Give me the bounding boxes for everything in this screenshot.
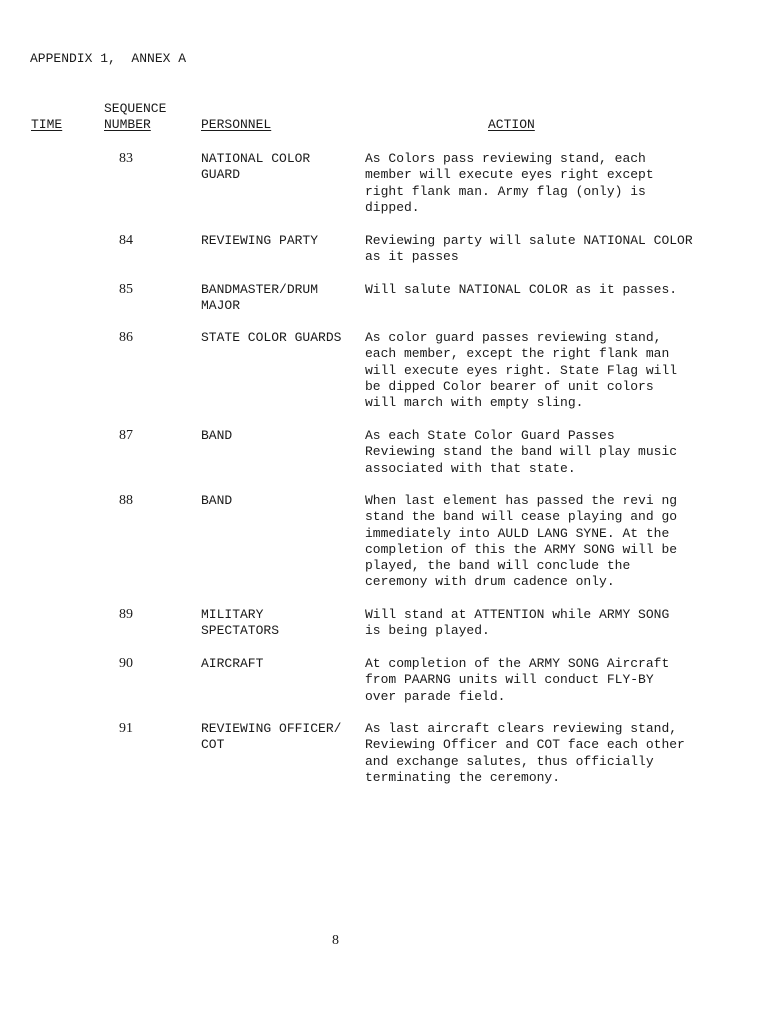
personnel-cell: BANDMASTER/DRUM MAJOR xyxy=(201,282,319,314)
action-cell: At completion of the ARMY SONG Aircraft from PAARNG units will conduct FLY-BY over parade field. xyxy=(365,656,670,704)
action-cell: As color guard passes reviewing stand, each member, except the right flank man will execute eyes right. State Flag will be dipped Color bearer of unit colors will march with empty sling. xyxy=(365,330,678,411)
personnel-cell: AIRCRAFT xyxy=(201,656,264,671)
sequence-number: 83 xyxy=(119,151,133,166)
sequence-number: 87 xyxy=(119,428,133,443)
sequence-number: 84 xyxy=(119,233,133,248)
sequence-number: 90 xyxy=(119,656,133,671)
sequence-number: 88 xyxy=(119,493,133,508)
personnel-cell: REVIEWING PARTY xyxy=(201,233,319,248)
action-cell: Reviewing party will salute NATIONAL COLOR as it passes xyxy=(365,233,693,265)
sequence-number: 85 xyxy=(119,282,133,297)
column-header-action: ACTION xyxy=(488,117,535,132)
personnel-cell: NATIONAL COLOR GUARD xyxy=(201,151,311,183)
action-cell: As Colors pass reviewing stand, each member will execute eyes right except right flank man. Army flag (only) is dipped. xyxy=(365,151,654,215)
action-cell: Will salute NATIONAL COLOR as it passes. xyxy=(365,282,678,297)
action-cell: As last aircraft clears reviewing stand, Reviewing Officer and COT face each other and exchange salutes, thus officially terminating the ceremony. xyxy=(365,721,685,785)
action-cell: As each State Color Guard Passes Reviewing stand the band will play music associated with that state. xyxy=(365,428,678,476)
personnel-cell: STATE COLOR GUARDS xyxy=(201,330,342,345)
page-header: APPENDIX 1, ANNEX A xyxy=(30,51,187,66)
sequence-number: 91 xyxy=(119,721,133,736)
personnel-cell: BAND xyxy=(201,493,233,508)
action-cell: When last element has passed the revi ng stand the band will cease playing and go immediately into AULD LANG SYNE. At the completion of this the ARMY SONG will be played, the band will conclude the ceremony with drum cadence only. xyxy=(365,493,678,590)
action-cell: Will stand at ATTENTION while ARMY SONG is being played. xyxy=(365,607,670,639)
column-header-time: TIME xyxy=(31,117,63,132)
column-header-sequence-top: SEQUENCE xyxy=(104,101,167,116)
personnel-cell: BAND xyxy=(201,428,233,443)
sequence-number: 89 xyxy=(119,607,133,622)
column-header-sequence-bottom: NUMBER xyxy=(104,117,151,132)
personnel-cell: REVIEWING OFFICER/ COT xyxy=(201,721,342,753)
sequence-number: 86 xyxy=(119,330,133,345)
column-header-personnel: PERSONNEL xyxy=(201,117,272,132)
personnel-cell: MILITARY SPECTATORS xyxy=(201,607,280,639)
page-number: 8 xyxy=(332,933,339,948)
